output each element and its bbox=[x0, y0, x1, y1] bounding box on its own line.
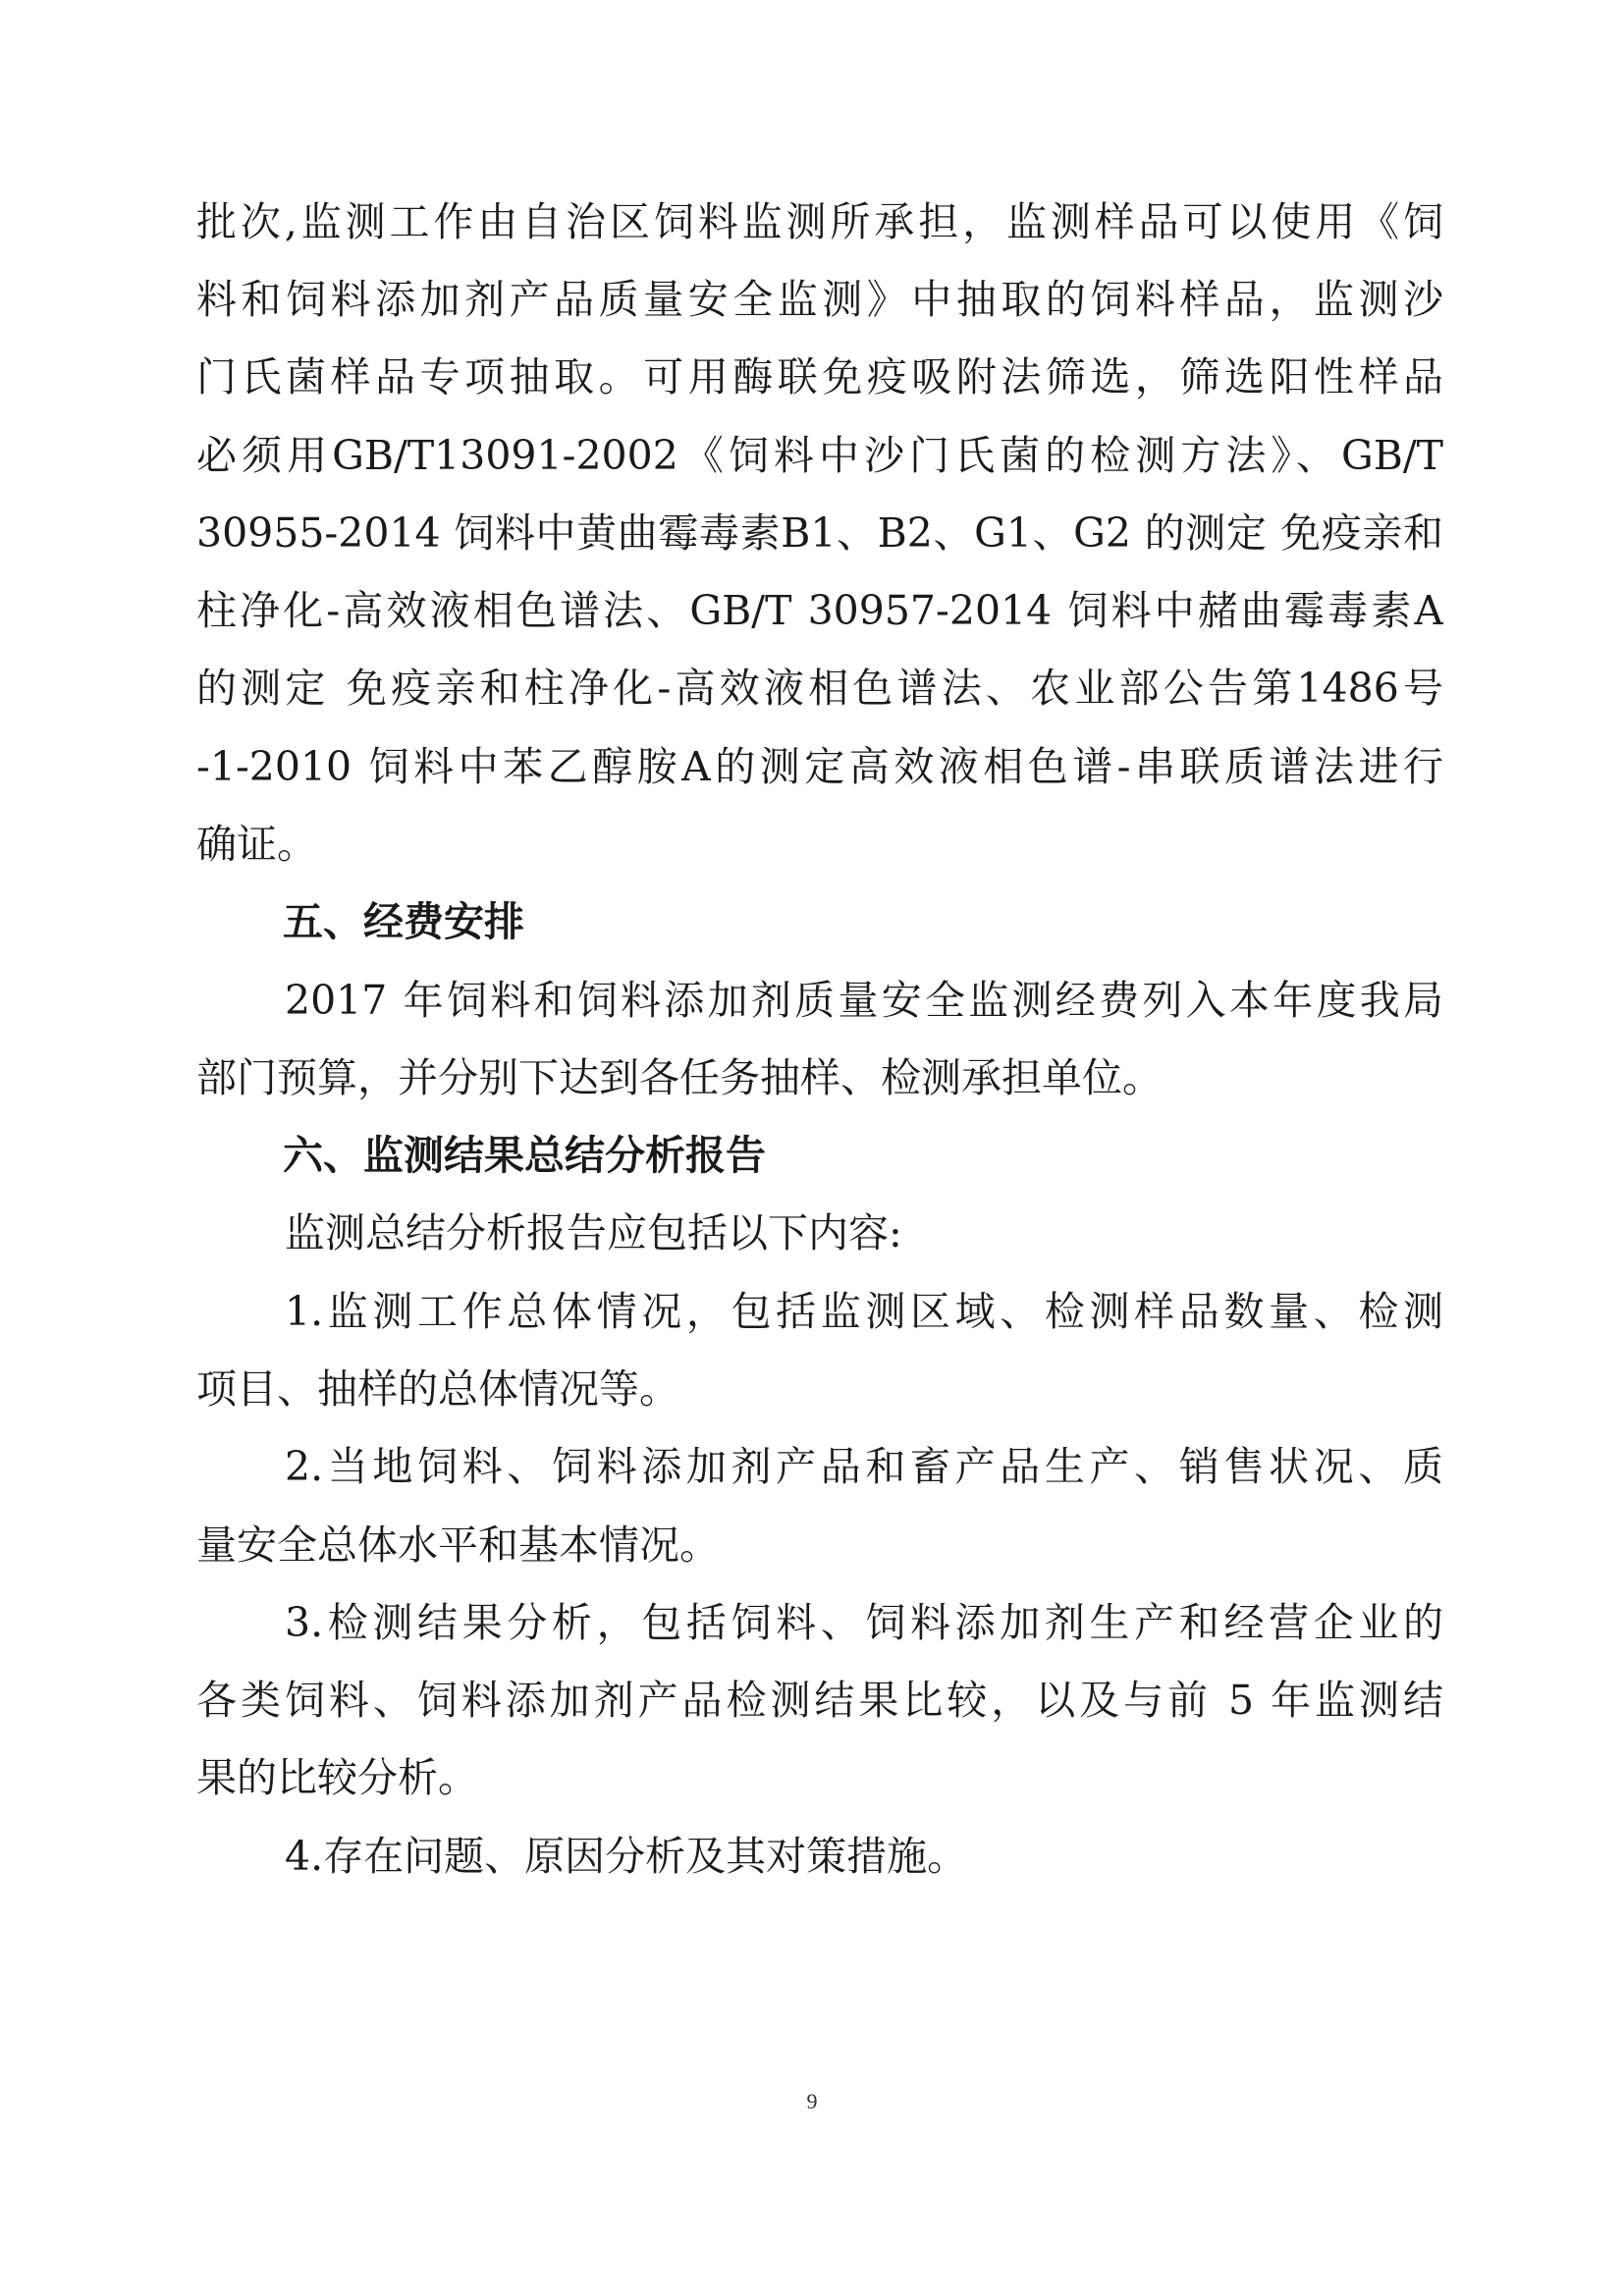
page-number: 9 bbox=[806, 2089, 818, 2113]
paragraph-line: 确证。 bbox=[196, 821, 317, 868]
paragraph-line: 门氏菌样品专项抽取。可用酶联免疫吸附法筛选，筛选阳性样品 bbox=[196, 353, 1443, 400]
list-item-line: 2.当地饲料、饲料添加剂产品和畜产品生产、销售状况、质 bbox=[285, 1443, 1443, 1490]
paragraph-line: 柱净化-高效液相色谱法、GB/T 30957-2014 饲料中赭曲霉毒素A bbox=[196, 587, 1443, 634]
paragraph-line: 的测定 免疫亲和柱净化-高效液相色谱法、农业部公告第1486号 bbox=[196, 665, 1443, 712]
list-item-line: 项目、抽样的总体情况等。 bbox=[196, 1365, 679, 1413]
paragraph-line: 料和饲料添加剂产品质量安全监测》中抽取的饲料样品，监测沙 bbox=[196, 276, 1443, 323]
paragraph-line: 监测总结分析报告应包括以下内容: bbox=[285, 1209, 902, 1256]
section-heading-report: 六、监测结果总结分析报告 bbox=[283, 1132, 766, 1179]
paragraph-line: 必须用GB/T13091-2002《饲料中沙门氏菌的检测方法》、GB/T bbox=[196, 432, 1443, 479]
list-item-line: 4.存在问题、原因分析及其对策措施。 bbox=[285, 1833, 968, 1880]
paragraph-line: 2017 年饲料和饲料添加剂质量安全监测经费列入本年度我局 bbox=[285, 977, 1443, 1024]
section-heading-funding: 五、经费安排 bbox=[283, 898, 524, 945]
paragraph-line: 30955-2014 饲料中黄曲霉毒素B1、B2、G1、G2 的测定 免疫亲和 bbox=[196, 509, 1443, 557]
list-item-line: 量安全总体水平和基本情况。 bbox=[196, 1522, 720, 1569]
list-item-line: 3.检测结果分析，包括饲料、饲料添加剂生产和经营企业的 bbox=[285, 1599, 1443, 1646]
paragraph-line: 批次,监测工作由自治区饲料监测所承担，监测样品可以使用《饲 bbox=[196, 198, 1443, 245]
list-item-line: 1.监测工作总体情况，包括监测区域、检测样品数量、检测 bbox=[285, 1288, 1443, 1335]
list-item-line: 各类饲料、饲料添加剂产品检测结果比较，以及与前 5 年监测结 bbox=[196, 1677, 1443, 1724]
paragraph-line: 部门预算，并分别下达到各任务抽样、检测承担单位。 bbox=[196, 1054, 1163, 1101]
list-item-line: 果的比较分析。 bbox=[196, 1754, 478, 1801]
paragraph-line: -1-2010 饲料中苯乙醇胺A的测定高效液相色谱-串联质谱法进行 bbox=[196, 743, 1443, 790]
